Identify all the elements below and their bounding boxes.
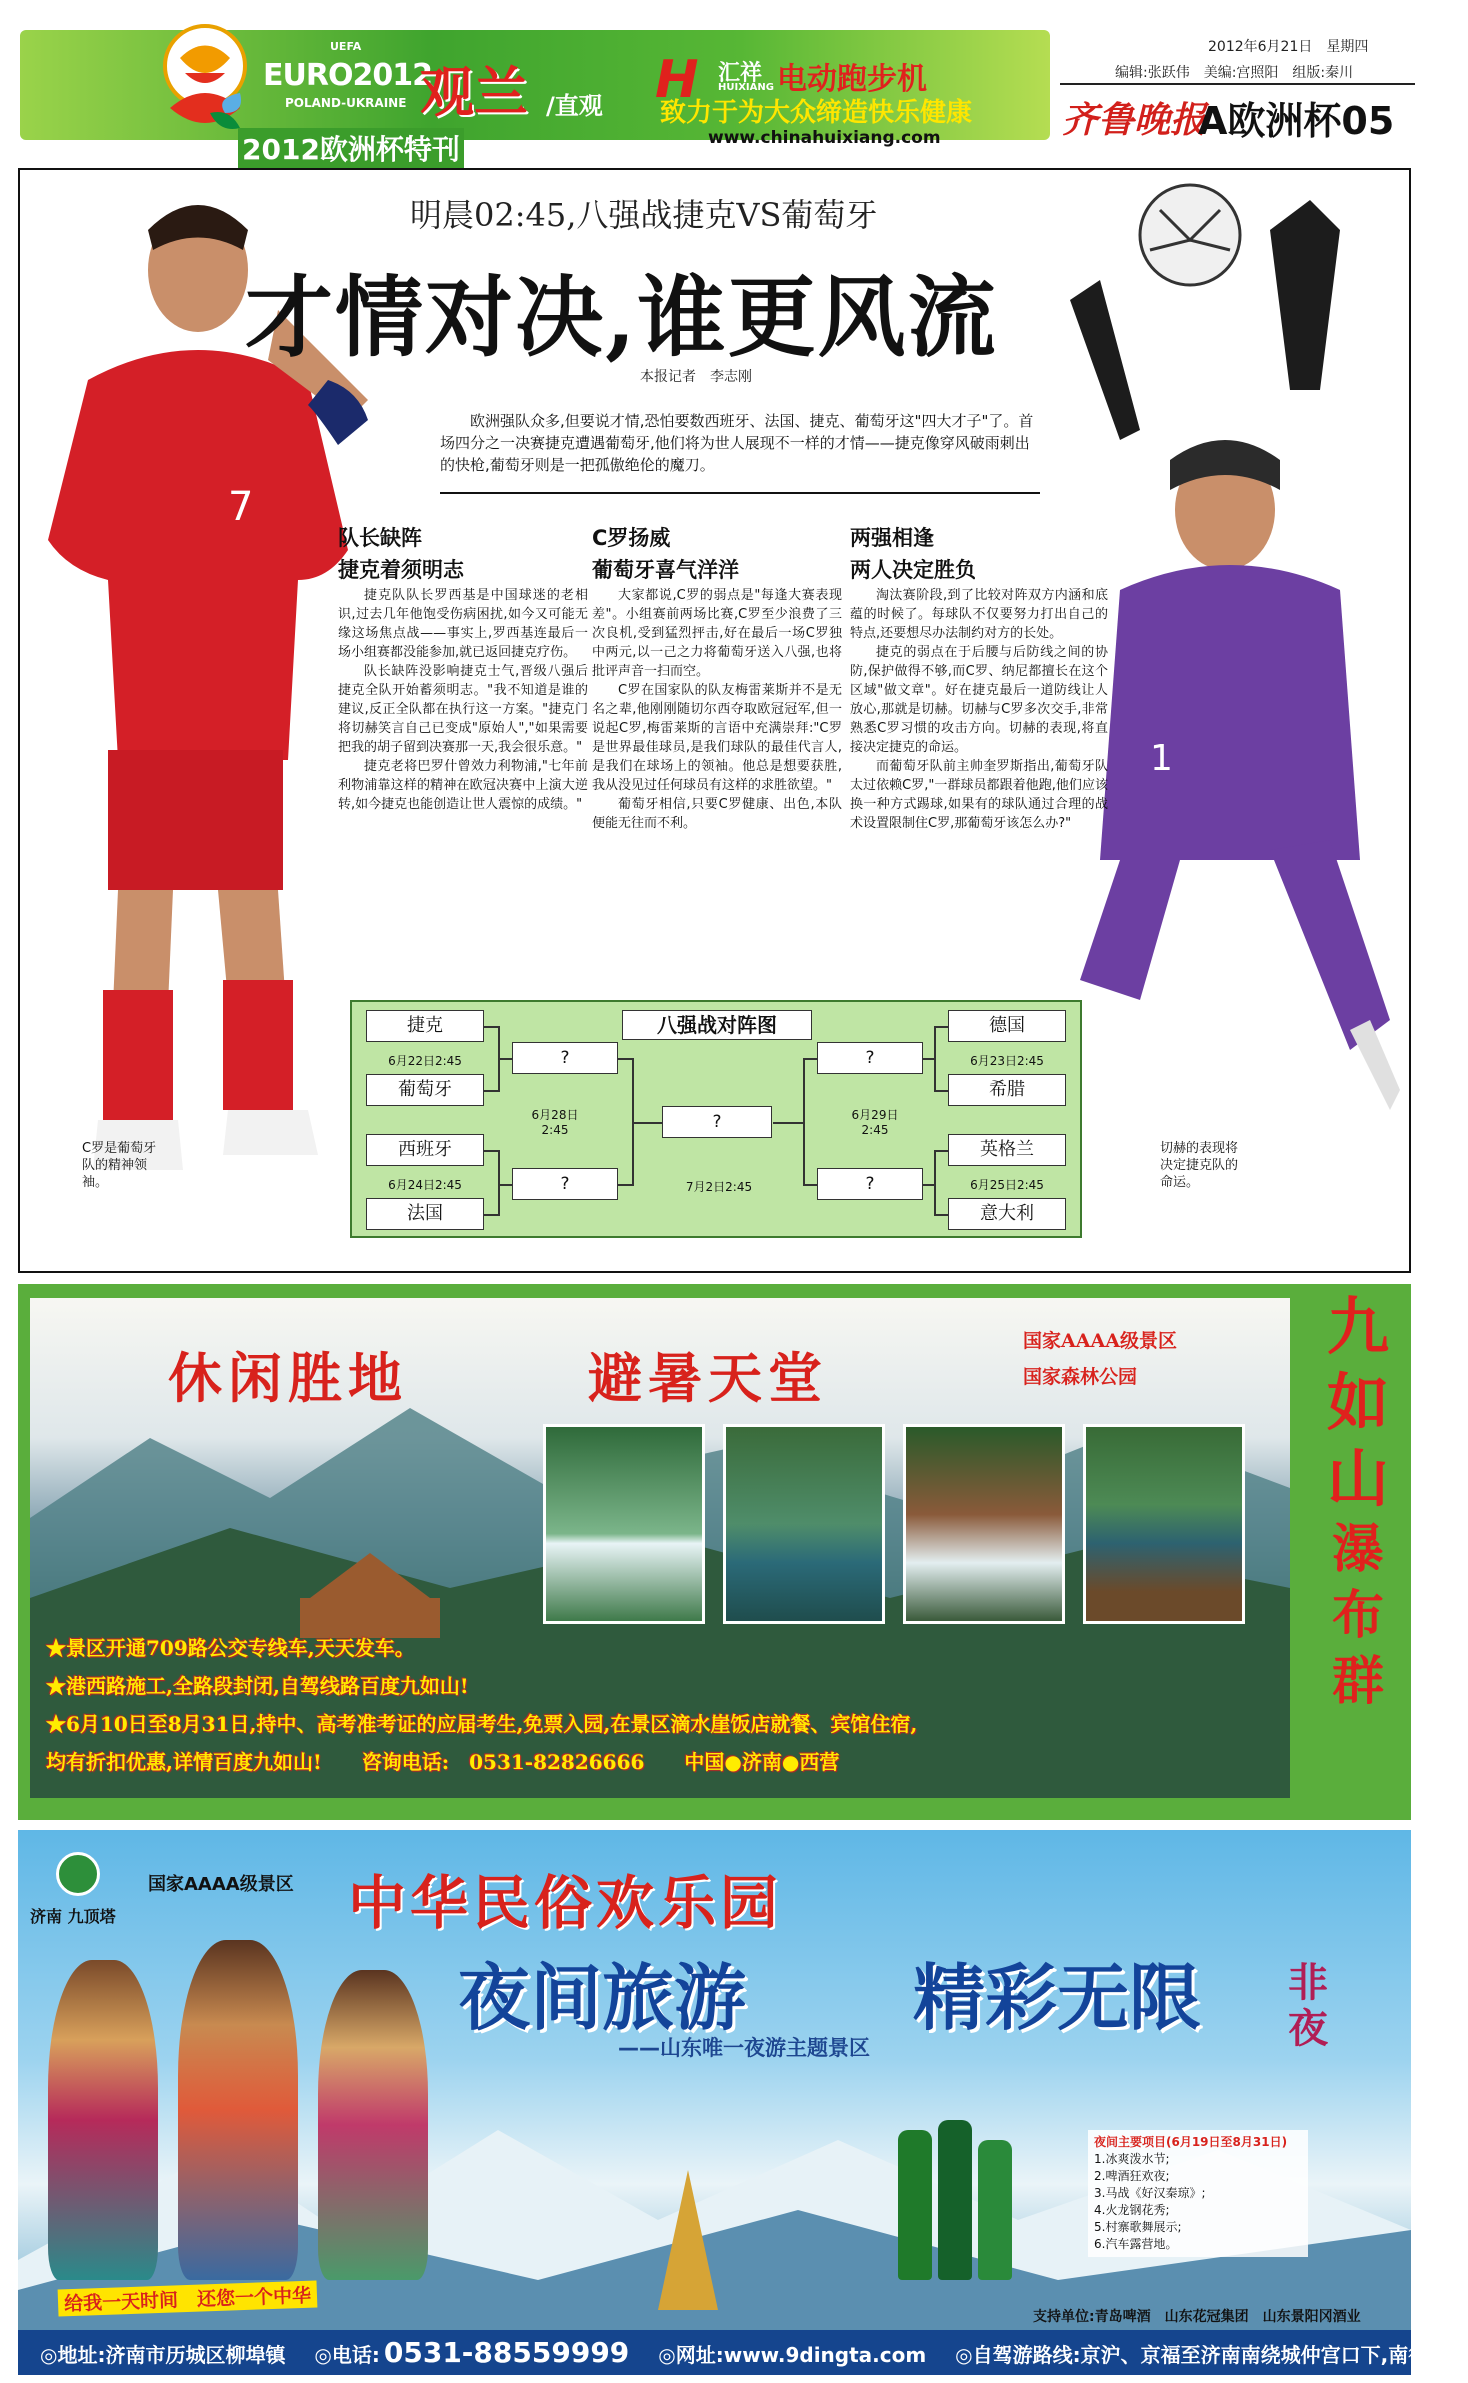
ad2-contact-bar bbox=[18, 2330, 1468, 2375]
article-column-1 bbox=[338, 522, 588, 814]
bracket-line bbox=[484, 1214, 498, 1216]
ad1-vertical-title bbox=[1318, 1289, 1398, 1715]
ad2-park-name: 中华民俗欢乐园 bbox=[348, 1869, 783, 1937]
bracket-line bbox=[498, 1184, 512, 1186]
bracket-line bbox=[923, 1058, 935, 1060]
ad2-calligraphy: 非 夜 bbox=[1288, 1959, 1328, 2052]
guanlan-logo: 观兰 bbox=[420, 60, 528, 124]
column-kicker: 队长缺阵 bbox=[338, 526, 422, 550]
dancer-figure bbox=[318, 1970, 428, 2280]
vertical-char: 群 bbox=[1331, 1651, 1384, 1712]
bracket-line bbox=[618, 1058, 632, 1060]
sponsor-slogan: 致力于为大众缔造快乐健康 bbox=[660, 98, 973, 128]
vertical-char: 瀑 bbox=[1331, 1519, 1384, 1580]
lede-rule bbox=[440, 492, 1040, 494]
column-title: 葡萄牙喜气洋洋 bbox=[592, 558, 739, 582]
bracket-team: 西班牙 bbox=[366, 1134, 484, 1166]
beer-bottle bbox=[898, 2130, 932, 2280]
bracket-date: 6月24日2:45 bbox=[388, 1178, 462, 1192]
bracket-line bbox=[934, 1026, 948, 1028]
special-issue-label: 2012欧洲杯特刊 bbox=[238, 128, 464, 168]
bracket-date: 6月25日2:45 bbox=[970, 1178, 1044, 1192]
ad2-website[interactable]: ◎网址:www.9dingta.com bbox=[658, 2343, 927, 2367]
ad1-title-1: 休闲胜地 bbox=[168, 1346, 408, 1410]
sponsor-english-name: HUIXIANG bbox=[718, 82, 774, 93]
ad2-phone: 0531-88559999 bbox=[383, 2336, 630, 2369]
bracket-line bbox=[484, 1090, 498, 1092]
bracket-team: 葡萄牙 bbox=[366, 1074, 484, 1106]
ad2-slogan: 给我一天时间 还您一个中华 bbox=[58, 2280, 318, 2316]
ad2-address: ◎地址:济南市历城区柳埠镇 bbox=[40, 2343, 286, 2367]
column-title: 两人决定胜负 bbox=[850, 558, 976, 582]
ad1-grade-tag: 国家AAAA级景区 bbox=[1023, 1330, 1177, 1352]
column-paragraph: 捷克的弱点在于后腰与后防线之间的协防,保护做得不够,而C罗、纳尼都擅长在这个区域"做文章"。好在捷克最后一道防线让人放心,那就是切赫。切赫与C罗多次交手,非常熟悉C罗习惯的攻击方向。切赫的表现,将直接决定捷克的命运。 bbox=[850, 645, 1108, 755]
schedule-item: 2.啤酒狂欢夜; bbox=[1094, 2169, 1170, 2183]
bracket-line bbox=[632, 1122, 662, 1124]
article-subheadline: 明晨02:45,八强战捷克VS葡萄牙 bbox=[410, 196, 878, 234]
bracket-line bbox=[934, 1150, 948, 1152]
schedule-item: 4.火龙钢花秀; bbox=[1094, 2203, 1170, 2217]
ronaldo-caption: C罗是葡萄牙队的精神领袖。 bbox=[82, 1141, 157, 1190]
article-byline: 本报记者 李志刚 bbox=[640, 369, 752, 385]
column-kicker: C罗扬威 bbox=[592, 526, 671, 550]
sponsor-url[interactable]: www.chinahuixiang.com bbox=[708, 128, 941, 148]
ad2-place: 济南 九顶塔 bbox=[30, 1907, 116, 1926]
ad1-notice: ★港西路施工,全路段封闭,自驾线路百度九如山! bbox=[46, 1674, 469, 1698]
article-column-3 bbox=[850, 522, 1108, 833]
bracket-line bbox=[803, 1184, 817, 1186]
article-headline: 才情对决,谁更风流 bbox=[245, 265, 998, 369]
column-kicker: 两强相逢 bbox=[850, 526, 934, 550]
ad2-tagline: ——山东唯一夜游主题景区 bbox=[618, 2036, 870, 2060]
column-paragraph: 捷克队队长罗西基是中国球迷的老相识,过去几年他饱受伤病困扰,如今又可能无缘这场焦点战——事实上,罗西基连最后一场小组赛都没能参加,就已返回捷克疗伤。 bbox=[338, 588, 588, 660]
column-body bbox=[592, 586, 842, 833]
page-header bbox=[0, 0, 1417, 165]
section-page-label: A欧洲杯05 bbox=[1198, 99, 1395, 143]
euro-host-label: POLAND-UKRAINE bbox=[285, 96, 407, 110]
sponsor-logo: H bbox=[655, 50, 699, 110]
column-body bbox=[850, 586, 1108, 833]
bracket-line bbox=[498, 1150, 500, 1216]
bracket-date: 7月2日2:45 bbox=[685, 1180, 753, 1194]
bracket-line bbox=[484, 1026, 498, 1028]
svg-text:1: 1 bbox=[1150, 738, 1173, 779]
column-body bbox=[338, 586, 588, 814]
bracket-line bbox=[934, 1214, 948, 1216]
bracket-line bbox=[934, 1150, 936, 1216]
sponsor-product: 电动跑步机 bbox=[777, 62, 927, 97]
bracket-line bbox=[934, 1090, 948, 1092]
bracket-title: 八强战对阵图 bbox=[622, 1010, 812, 1040]
article-lede: 欧洲强队众多,但要说才情,恐怕要数西班牙、法国、捷克、葡萄牙这"四大才子"了。首场四分之一决赛捷克遭遇葡萄牙,他们将为世人展现不一样的才情——捷克像穿风破雨刺出的快枪,葡萄牙则是一把孤傲绝伦的魔刀。 bbox=[440, 412, 1034, 474]
park-logo bbox=[56, 1852, 100, 1896]
bracket-line bbox=[618, 1184, 632, 1186]
euro-2012-logo bbox=[150, 18, 260, 143]
bracket-winner-slot: ? bbox=[512, 1042, 618, 1074]
issue-date: 2012年6月21日 星期四 bbox=[1208, 39, 1369, 55]
column-paragraph: 捷克老将巴罗什曾效力利物浦,"七年前利物浦靠这样的精神在欧冠决赛中上演大逆转,如今捷克也能创造让世人震惊的成绩。" bbox=[338, 759, 588, 812]
beer-bottle bbox=[978, 2140, 1012, 2280]
waterfall-photo bbox=[543, 1424, 705, 1624]
beer-bottle bbox=[938, 2120, 972, 2280]
folk-park-ad bbox=[18, 1830, 1468, 2375]
vertical-char: 九 bbox=[1326, 1290, 1389, 1363]
bracket-winner-slot: ? bbox=[817, 1042, 923, 1074]
bracket-line bbox=[498, 1058, 512, 1060]
vertical-char: 山 bbox=[1326, 1442, 1389, 1515]
schedule-item: 5.村寨歌舞展示; bbox=[1094, 2220, 1182, 2234]
bracket-team: 捷克 bbox=[366, 1010, 484, 1042]
ad1-notice: ★6月10日至8月31日,持中、高考准考证的应届考生,免票入园,在景区滴水崖饭店就餐、宾馆住宿, bbox=[46, 1712, 918, 1736]
bracket-line bbox=[803, 1058, 805, 1186]
pond-photo bbox=[723, 1424, 885, 1624]
wooden-house-photo bbox=[903, 1424, 1065, 1624]
quarterfinal-bracket bbox=[350, 1000, 1082, 1238]
main-article bbox=[18, 168, 1411, 1273]
bracket-winner-slot: ? bbox=[817, 1168, 923, 1200]
bracket-winner-slot: ? bbox=[662, 1106, 772, 1138]
article-column-2 bbox=[592, 522, 842, 833]
vertical-char: 如 bbox=[1326, 1366, 1389, 1439]
ad2-schedule bbox=[1088, 2130, 1308, 2257]
vertical-char: 布 bbox=[1331, 1585, 1384, 1646]
schedule-item: 1.冰爽泼水节; bbox=[1094, 2152, 1170, 2166]
bracket-date: 6月23日2:45 bbox=[970, 1054, 1044, 1068]
column-paragraph: 淘汰赛阶段,到了比较对阵双方内涵和底蕴的时候了。每球队不仅要努力打出自己的特点,还要想尽办法制约对方的长处。 bbox=[850, 588, 1108, 641]
euro-2012-wordmark: EURO2012 bbox=[263, 58, 432, 93]
bracket-team: 德国 bbox=[948, 1010, 1066, 1042]
column-paragraph: 葡萄牙相信,只要C罗健康、出色,本队便能无往而不利。 bbox=[592, 797, 842, 831]
svg-text:7: 7 bbox=[228, 484, 254, 530]
column-paragraph: 大家都说,C罗的弱点是"每逢大赛表现差"。小组赛前两场比赛,C罗至少浪费了三次良机,受到猛烈抨击,好在最后一场C罗独中两元,以一己之力将葡萄牙送入八强,也将批评声音一扫而空。 bbox=[592, 588, 842, 679]
column-paragraph: 而葡萄牙队前主帅奎罗斯指出,葡萄牙队太过依赖C罗,"一群球员都跟着他跑,他们应该换一种方式踢球,如果有的球队通过合理的战术设置限制住C罗,那葡萄牙该怎么办?" bbox=[850, 759, 1108, 831]
bracket-line bbox=[923, 1184, 935, 1186]
ad2-headline-1: 夜间旅游 bbox=[458, 1955, 747, 2040]
bracket-date: 6月28日 2:45 bbox=[531, 1108, 579, 1137]
ad1-park-tag: 国家森林公园 bbox=[1023, 1366, 1138, 1388]
column-title: 捷克着须明志 bbox=[338, 558, 464, 582]
editor-credits: 编辑:张跃伟 美编:宫照阳 组版:秦川 bbox=[1115, 65, 1354, 81]
zhiguan-label: /直观 bbox=[546, 92, 603, 120]
ad2-sponsors: 支持单位:青岛啤酒 山东花冠集团 山东景阳冈酒业 bbox=[1033, 2309, 1361, 2325]
bracket-line bbox=[484, 1150, 498, 1152]
bracket-winner-slot: ? bbox=[512, 1168, 618, 1200]
bracket-line bbox=[803, 1058, 817, 1060]
bracket-team: 英格兰 bbox=[948, 1134, 1066, 1166]
cech-caption: 切赫的表现将决定捷克队的命运。 bbox=[1160, 1141, 1239, 1190]
newspaper-name: 齐鲁晚报 bbox=[1062, 99, 1207, 141]
jiurushan-ad bbox=[18, 1284, 1411, 1820]
bracket-line bbox=[773, 1122, 803, 1124]
ad2-route: ◎自驾游路线:京沪、京福至济南南绕城仲宫口下,南行即到 bbox=[955, 2343, 1468, 2367]
ad2-grade: 国家AAAA级景区 bbox=[148, 1874, 294, 1895]
ad1-notice: ★景区开通709路公交专线车,天天发车。 bbox=[46, 1636, 415, 1660]
schedule-title: 夜间主要项目(6月19日至8月31日) bbox=[1094, 2135, 1288, 2149]
dancer-figure bbox=[48, 1960, 158, 2280]
ad1-notice: 均有折扣优惠,详情百度九如山! 咨询电话: 0531-82826666 中国●济南●西营 bbox=[46, 1750, 840, 1774]
bracket-team: 意大利 bbox=[948, 1198, 1066, 1230]
ad1-title-2: 避暑天堂 bbox=[588, 1346, 828, 1410]
dancer-figure bbox=[178, 1940, 298, 2280]
schedule-item: 3.马战《好汉秦琼》; bbox=[1094, 2186, 1206, 2200]
bracket-team: 希腊 bbox=[948, 1074, 1066, 1106]
ad1-notices bbox=[46, 1629, 1276, 1781]
boardwalk-photo bbox=[1083, 1424, 1245, 1624]
ad2-phone-label: ◎电话: bbox=[314, 2343, 380, 2367]
column-paragraph: 队长缺阵没影响捷克士气,晋级八强后捷克全队开始蓄须明志。"我不知道是谁的建议,反正全队都在执行这一方案。"捷克门将切赫笑言自己已变成"原始人","如果需要把我的胡子留到决赛那一天,我会很乐意。" bbox=[338, 664, 588, 755]
uefa-label: UEFA bbox=[330, 40, 362, 53]
schedule-item: 6.汽车露营地。 bbox=[1094, 2237, 1178, 2251]
bracket-date: 6月29日 2:45 bbox=[851, 1108, 899, 1137]
bracket-date: 6月22日2:45 bbox=[388, 1054, 462, 1068]
sponsor-name: 汇祥 bbox=[718, 61, 763, 86]
header-rule bbox=[1060, 83, 1415, 85]
ad2-headline-2: 精彩无限 bbox=[913, 1955, 1202, 2040]
bracket-team: 法国 bbox=[366, 1198, 484, 1230]
column-paragraph: C罗在国家队的队友梅雷莱斯并不是无名之辈,他刚刚随切尔西夺取欧冠冠军,但一说起C罗,梅雷莱斯的言语中充满崇拜:"C罗是世界最佳球员,是我们球队的最佳代言人,是我们在球场上的领袖。他总是想要获胜,我从没见过任何球员有这样的求胜欲望。" bbox=[592, 683, 842, 793]
